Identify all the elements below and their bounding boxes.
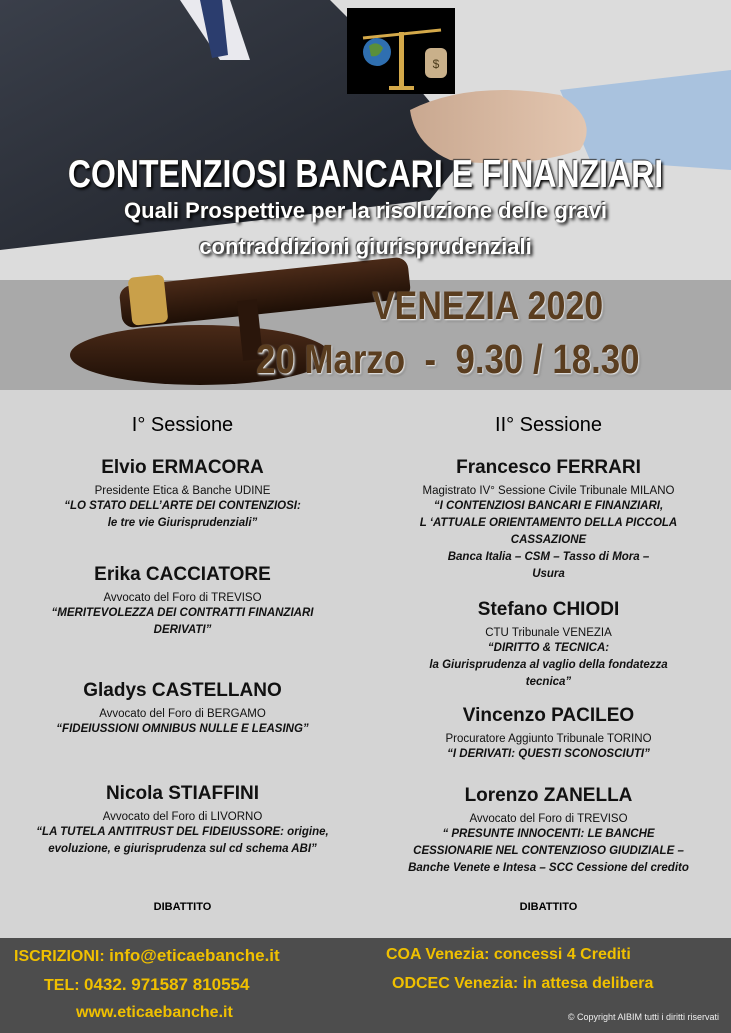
registration-label: ISCRIZIONI:	[14, 948, 105, 965]
session-2-heading: II° Sessione	[495, 414, 602, 436]
talk-title-line: le tre vie Giurisprudenziali”	[107, 517, 258, 529]
footer-bar	[0, 938, 731, 1033]
speaker-card	[0, 564, 365, 639]
speaker-name: Francesco FERRARI	[456, 457, 641, 478]
event-subtitle-line1: Quali Prospettive per la risoluzione delle gravi	[124, 198, 607, 223]
event-date-time: 20 Marzo - 9.30 / 18.30	[256, 336, 640, 382]
debate-label: DIBATTITO	[519, 901, 578, 913]
talk-title-line: “LA TUTELA ANTITRUST DEL FIDEIUSSORE: origine,	[36, 826, 329, 838]
phone-label: TEL:	[44, 977, 80, 994]
speaker-role: Avvocato del Foro di BERGAMO	[99, 708, 266, 720]
speaker-role: Magistrato IV° Sessione Civile Tribunale MILANO	[422, 485, 675, 497]
speaker-name: Lorenzo ZANELLA	[464, 785, 633, 806]
svg-text:$: $	[432, 57, 440, 71]
speaker-card	[366, 457, 731, 583]
hero-banner	[0, 0, 731, 390]
talk-title-line: “I DERIVATI: QUESTI SCONOSCIUTI”	[447, 748, 650, 760]
program-section	[0, 390, 731, 938]
speaker-card	[0, 680, 365, 738]
speaker-card	[366, 785, 731, 877]
talk-title-line: L ‘ATTUALE ORIENTAMENTO DELLA PICCOLA	[419, 517, 678, 529]
speaker-name: Elvio ERMACORA	[101, 457, 264, 478]
talk-title-line: CESSIONARIE NEL CONTENZIOSO GIUDIZIALE –	[413, 845, 684, 857]
speaker-role: Procuratore Aggiunto Tribunale TORINO	[445, 733, 652, 745]
talk-title-line: Usura	[532, 568, 565, 580]
speaker-role: Presidente Etica & Banche UDINE	[94, 485, 271, 497]
talk-title-line: “DIRITTO & TECNICA:	[487, 642, 610, 654]
talk-title-line: “I CONTENZIOSI BANCARI E FINANZIARI,	[433, 500, 664, 512]
odcec-status: ODCEC Venezia: in attesa delibera	[392, 975, 654, 992]
session-1-heading: I° Sessione	[131, 414, 234, 436]
speaker-card	[0, 783, 365, 858]
debate-label: DIBATTITO	[153, 901, 212, 913]
talk-title-line: CASSAZIONE	[510, 534, 587, 546]
coa-credits: COA Venezia: concessi 4 Crediti	[386, 946, 631, 963]
talk-title-line: Banca Italia – CSM – Tasso di Mora –	[447, 551, 650, 563]
speaker-role: CTU Tribunale VENEZIA	[485, 627, 612, 639]
speaker-card	[366, 705, 731, 763]
talk-title-line: tecnica”	[525, 676, 572, 688]
speaker-name: Erika CACCIATORE	[94, 564, 271, 585]
talk-title-line: la Giurisprudenza al vaglio della fondatezza	[429, 659, 668, 671]
event-subtitle-line2: contraddizioni giurisprudenziali	[199, 234, 532, 259]
speaker-role: Avvocato del Foro di LIVORNO	[102, 811, 263, 823]
talk-title-line: DERIVATI”	[153, 624, 212, 636]
event-title: CONTENZIOSI BANCARI E FINANZIARI	[67, 153, 664, 196]
phone-number[interactable]: 0432. 971587 810554	[84, 975, 250, 994]
website-link[interactable]: www.eticaebanche.it	[76, 1004, 233, 1021]
talk-title-line: “MERITEVOLEZZA DEI CONTRATTI FINANZIARI	[51, 607, 314, 619]
talk-title-line: “LO STATO DELL’ARTE DEI CONTENZIOSI:	[64, 500, 301, 512]
talk-title-line: “FIDEIUSSIONI OMNIBUS NULLE E LEASING”	[56, 723, 309, 735]
registration-line	[14, 946, 280, 966]
copyright-notice: © Copyright AIBIM tutti i diritti riservati	[567, 1012, 719, 1022]
speaker-name: Gladys CASTELLANO	[83, 680, 282, 701]
speaker-name: Nicola STIAFFINI	[105, 783, 260, 804]
phone-line	[44, 975, 249, 995]
talk-title-line: “ PRESUNTE INNOCENTI: LE BANCHE	[442, 828, 655, 840]
speaker-name: Stefano CHIODI	[477, 599, 620, 620]
registration-email-link[interactable]: info@eticaebanche.it	[109, 946, 280, 965]
event-city-year: VENEZIA 2020	[372, 284, 604, 328]
talk-title-line: Banche Venete e Intesa – SCC Cessione del credito	[408, 862, 689, 874]
speaker-card	[366, 599, 731, 691]
speaker-name: Vincenzo PACILEO	[462, 705, 635, 726]
speaker-role: Avvocato del Foro di TREVISO	[103, 592, 262, 604]
speaker-card	[0, 457, 365, 532]
talk-title-line: evoluzione, e giurisprudenza sul cd schema ABI”	[48, 843, 317, 855]
balance-scale-logo	[347, 8, 455, 94]
speaker-role: Avvocato del Foro di TREVISO	[469, 813, 628, 825]
